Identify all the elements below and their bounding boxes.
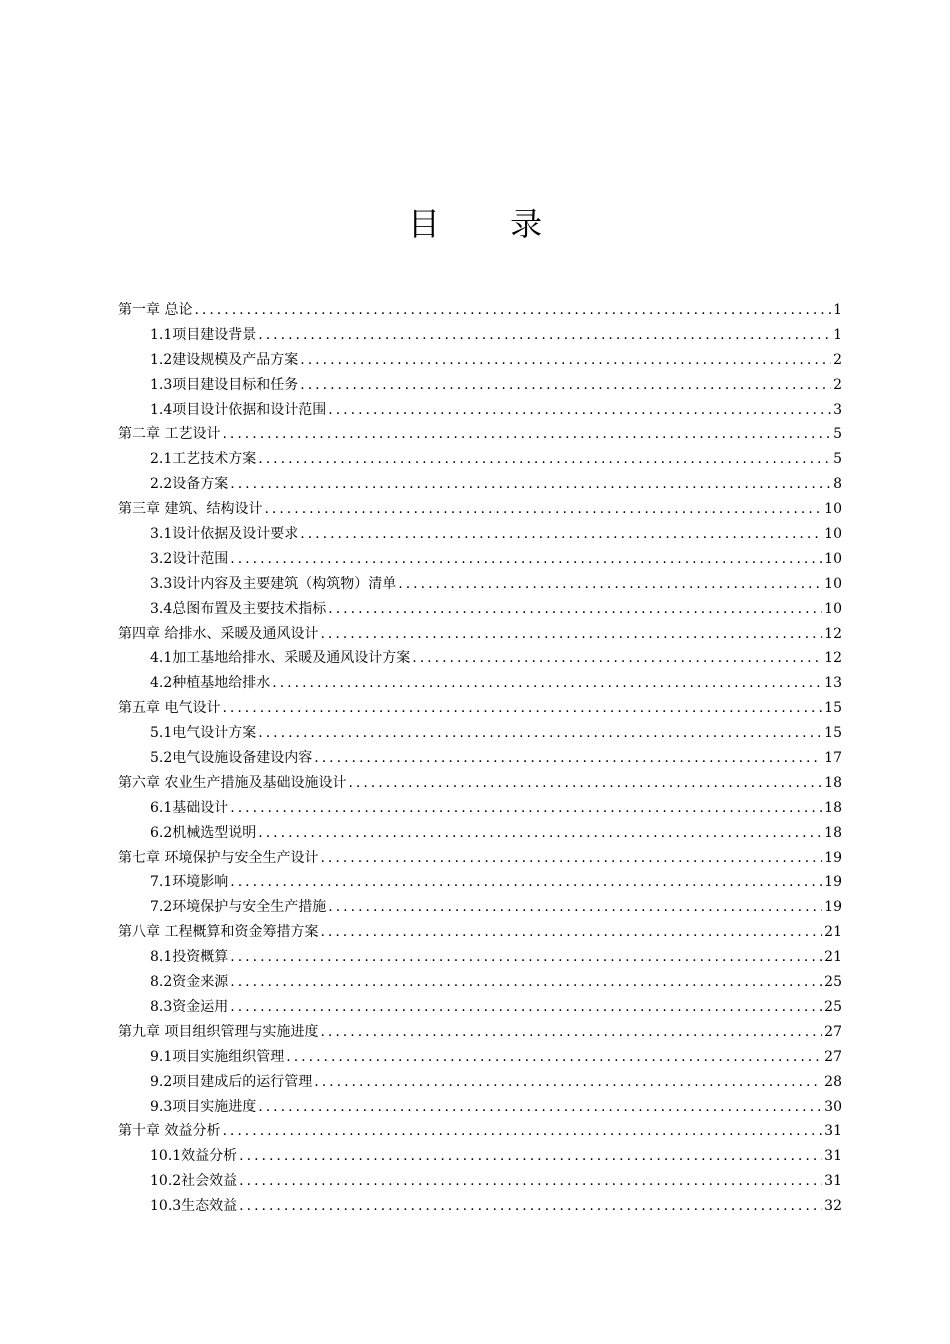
toc-entry-label: 第六章 农业生产措施及基础设施设计 (118, 774, 347, 791)
toc-page-number: 3 (833, 401, 842, 418)
toc-chapter-entry[interactable] (118, 298, 842, 323)
toc-page-number: 1 (833, 326, 842, 343)
toc-entry-label: 10.1效益分析 (150, 1148, 238, 1165)
toc-page-number: 10 (824, 526, 842, 543)
toc-dot-leader (258, 721, 822, 746)
toc-dot-leader (348, 771, 822, 796)
toc-dot-leader (328, 398, 831, 423)
toc-chapter-entry[interactable] (118, 846, 842, 871)
toc-entry-label: 2.2设备方案 (150, 476, 229, 493)
toc-entry-label: 第二章 工艺设计 (118, 426, 221, 443)
toc-page-number: 32 (824, 1198, 842, 1215)
toc-page-number: 13 (824, 675, 842, 692)
toc-section-entry[interactable] (118, 1169, 842, 1194)
toc-dot-leader (239, 1144, 822, 1169)
toc-page-number: 31 (824, 1173, 842, 1190)
toc-entry-label: 5.1电气设计方案 (150, 725, 257, 742)
toc-chapter-entry[interactable] (118, 422, 842, 447)
toc-dot-leader (258, 1095, 822, 1120)
toc-entry-label: 第四章 给排水、采暖及通风设计 (118, 625, 319, 642)
toc-entry-label: 3.4总图布置及主要技术指标 (150, 600, 327, 617)
toc-dot-leader (258, 323, 831, 348)
toc-dot-leader (230, 472, 831, 497)
toc-entry-label: 第五章 电气设计 (118, 700, 221, 717)
toc-entry-label: 9.1项目实施组织管理 (150, 1048, 285, 1065)
toc-entry-label: 6.2机械选型说明 (150, 824, 257, 841)
toc-section-entry[interactable] (118, 1095, 842, 1120)
toc-page-number: 18 (824, 774, 842, 791)
toc-entry-label: 8.1投资概算 (150, 949, 229, 966)
toc-page-number: 5 (833, 451, 842, 468)
toc-page-number: 10 (824, 550, 842, 567)
toc-page-number: 10 (824, 600, 842, 617)
toc-page-number: 31 (824, 1123, 842, 1140)
toc-dot-leader (258, 821, 822, 846)
toc-entry-label: 第九章 项目组织管理与实施进度 (118, 1023, 319, 1040)
toc-page-number: 8 (833, 476, 842, 493)
toc-entry-label: 1.4项目设计依据和设计范围 (150, 401, 327, 418)
toc-dot-leader (314, 1070, 822, 1095)
toc-entry-label: 8.3资金运用 (150, 998, 229, 1015)
toc-dot-leader (398, 572, 822, 597)
toc-page-number: 17 (824, 750, 842, 767)
toc-entry-label: 3.1设计依据及设计要求 (150, 526, 299, 543)
toc-entry-label: 1.2建设规模及产品方案 (150, 351, 299, 368)
toc-dot-leader (239, 1194, 822, 1219)
toc-dot-leader (300, 373, 831, 398)
toc-dot-leader (239, 1169, 822, 1194)
toc-page-number: 31 (824, 1148, 842, 1165)
toc-page-number: 21 (824, 949, 842, 966)
toc-entry-label: 第七章 环境保护与安全生产设计 (118, 849, 319, 866)
toc-dot-leader (300, 522, 822, 547)
toc-page-number: 5 (833, 426, 842, 443)
toc-page-number: 27 (824, 1048, 842, 1065)
toc-section-entry[interactable] (118, 970, 842, 995)
toc-dot-leader (230, 995, 822, 1020)
toc-page-number: 2 (833, 351, 842, 368)
toc-chapter-entry[interactable] (118, 622, 842, 647)
toc-dot-leader (286, 1045, 822, 1070)
toc-entry-label: 3.2设计范围 (150, 550, 229, 567)
toc-section-entry[interactable] (118, 572, 842, 597)
toc-page-number: 30 (824, 1098, 842, 1115)
toc-dot-leader (320, 846, 822, 871)
toc-dot-leader (320, 920, 822, 945)
toc-section-entry[interactable] (118, 398, 842, 423)
toc-page-number: 15 (824, 725, 842, 742)
toc-section-entry[interactable] (118, 646, 842, 671)
toc-entry-label: 10.3生态效益 (150, 1198, 238, 1215)
toc-dot-leader (222, 696, 822, 721)
toc-page-number: 19 (824, 899, 842, 916)
toc-page-number: 15 (824, 700, 842, 717)
toc-section-entry[interactable] (118, 348, 842, 373)
toc-section-entry[interactable] (118, 373, 842, 398)
toc-dot-leader (230, 870, 822, 895)
toc-entry-label: 第十章 效益分析 (118, 1123, 221, 1140)
toc-chapter-entry[interactable] (118, 1119, 842, 1144)
toc-entry-label: 1.3项目建设目标和任务 (150, 376, 299, 393)
toc-chapter-entry[interactable] (118, 497, 842, 522)
toc-section-entry[interactable] (118, 945, 842, 970)
toc-entry-label: 4.2种植基地给排水 (150, 675, 271, 692)
toc-entry-label: 7.1环境影响 (150, 874, 229, 891)
toc-page-number: 12 (824, 625, 842, 642)
table-of-contents (118, 298, 842, 1219)
toc-chapter-entry[interactable] (118, 696, 842, 721)
toc-page-number: 21 (824, 924, 842, 941)
toc-chapter-entry[interactable] (118, 1020, 842, 1045)
toc-page-number: 12 (824, 650, 842, 667)
toc-page-number: 19 (824, 874, 842, 891)
toc-dot-leader (230, 970, 822, 995)
toc-dot-leader (314, 746, 822, 771)
toc-page-number: 25 (824, 998, 842, 1015)
toc-dot-leader (328, 597, 822, 622)
toc-entry-label: 8.2资金来源 (150, 974, 229, 991)
toc-page-number: 18 (824, 824, 842, 841)
toc-section-entry[interactable] (118, 895, 842, 920)
toc-dot-leader (230, 547, 822, 572)
toc-section-entry[interactable] (118, 671, 842, 696)
toc-section-entry[interactable] (118, 796, 842, 821)
toc-dot-leader (412, 646, 822, 671)
toc-entry-label: 10.2社会效益 (150, 1173, 238, 1190)
toc-section-entry[interactable] (118, 597, 842, 622)
toc-dot-leader (320, 622, 822, 647)
toc-section-entry[interactable] (118, 323, 842, 348)
toc-section-entry[interactable] (118, 547, 842, 572)
toc-page-number: 28 (824, 1073, 842, 1090)
toc-dot-leader (194, 298, 831, 323)
toc-section-entry[interactable] (118, 522, 842, 547)
toc-page-number: 10 (824, 575, 842, 592)
toc-dot-leader (328, 895, 822, 920)
toc-dot-leader (222, 422, 831, 447)
toc-dot-leader (300, 348, 831, 373)
toc-entry-label: 3.3设计内容及主要建筑（构筑物）清单 (150, 575, 397, 592)
toc-chapter-entry[interactable] (118, 771, 842, 796)
toc-entry-label: 5.2电气设施设备建设内容 (150, 750, 313, 767)
toc-section-entry[interactable] (118, 721, 842, 746)
toc-section-entry[interactable] (118, 1070, 842, 1095)
toc-page-number: 10 (824, 501, 842, 518)
toc-page-number: 19 (824, 849, 842, 866)
toc-dot-leader (230, 945, 822, 970)
toc-section-entry[interactable] (118, 447, 842, 472)
toc-page-number: 27 (824, 1023, 842, 1040)
toc-entry-label: 2.1工艺技术方案 (150, 451, 257, 468)
toc-entry-label: 第一章 总论 (118, 302, 193, 318)
toc-page-number: 2 (833, 376, 842, 393)
toc-dot-leader (320, 1020, 822, 1045)
toc-section-entry[interactable] (118, 472, 842, 497)
toc-section-entry[interactable] (118, 821, 842, 846)
toc-page-number: 25 (824, 974, 842, 991)
toc-dot-leader (272, 671, 822, 696)
toc-dot-leader (222, 1119, 822, 1144)
toc-dot-leader (230, 796, 822, 821)
toc-entry-label: 第八章 工程概算和资金筹措方案 (118, 924, 319, 941)
toc-section-entry[interactable] (118, 1194, 842, 1219)
toc-section-entry[interactable] (118, 1045, 842, 1070)
toc-section-entry[interactable] (118, 746, 842, 771)
toc-entry-label: 4.1加工基地给排水、采暖及通风设计方案 (150, 650, 411, 667)
toc-entry-label: 6.1基础设计 (150, 799, 229, 816)
toc-page-number: 18 (824, 799, 842, 816)
page-title: 目 录 (407, 205, 573, 243)
toc-section-entry[interactable] (118, 870, 842, 895)
toc-entry-label: 7.2环境保护与安全生产措施 (150, 899, 327, 916)
toc-chapter-entry[interactable] (118, 920, 842, 945)
toc-page-number: 1 (833, 302, 842, 318)
toc-entry-label: 9.3项目实施进度 (150, 1098, 257, 1115)
toc-dot-leader (258, 447, 831, 472)
toc-entry-label: 第三章 建筑、结构设计 (118, 501, 263, 518)
toc-section-entry[interactable] (118, 995, 842, 1020)
toc-entry-label: 9.2项目建成后的运行管理 (150, 1073, 313, 1090)
toc-section-entry[interactable] (118, 1144, 842, 1169)
toc-dot-leader (264, 497, 822, 522)
toc-entry-label: 1.1项目建设背景 (150, 326, 257, 343)
